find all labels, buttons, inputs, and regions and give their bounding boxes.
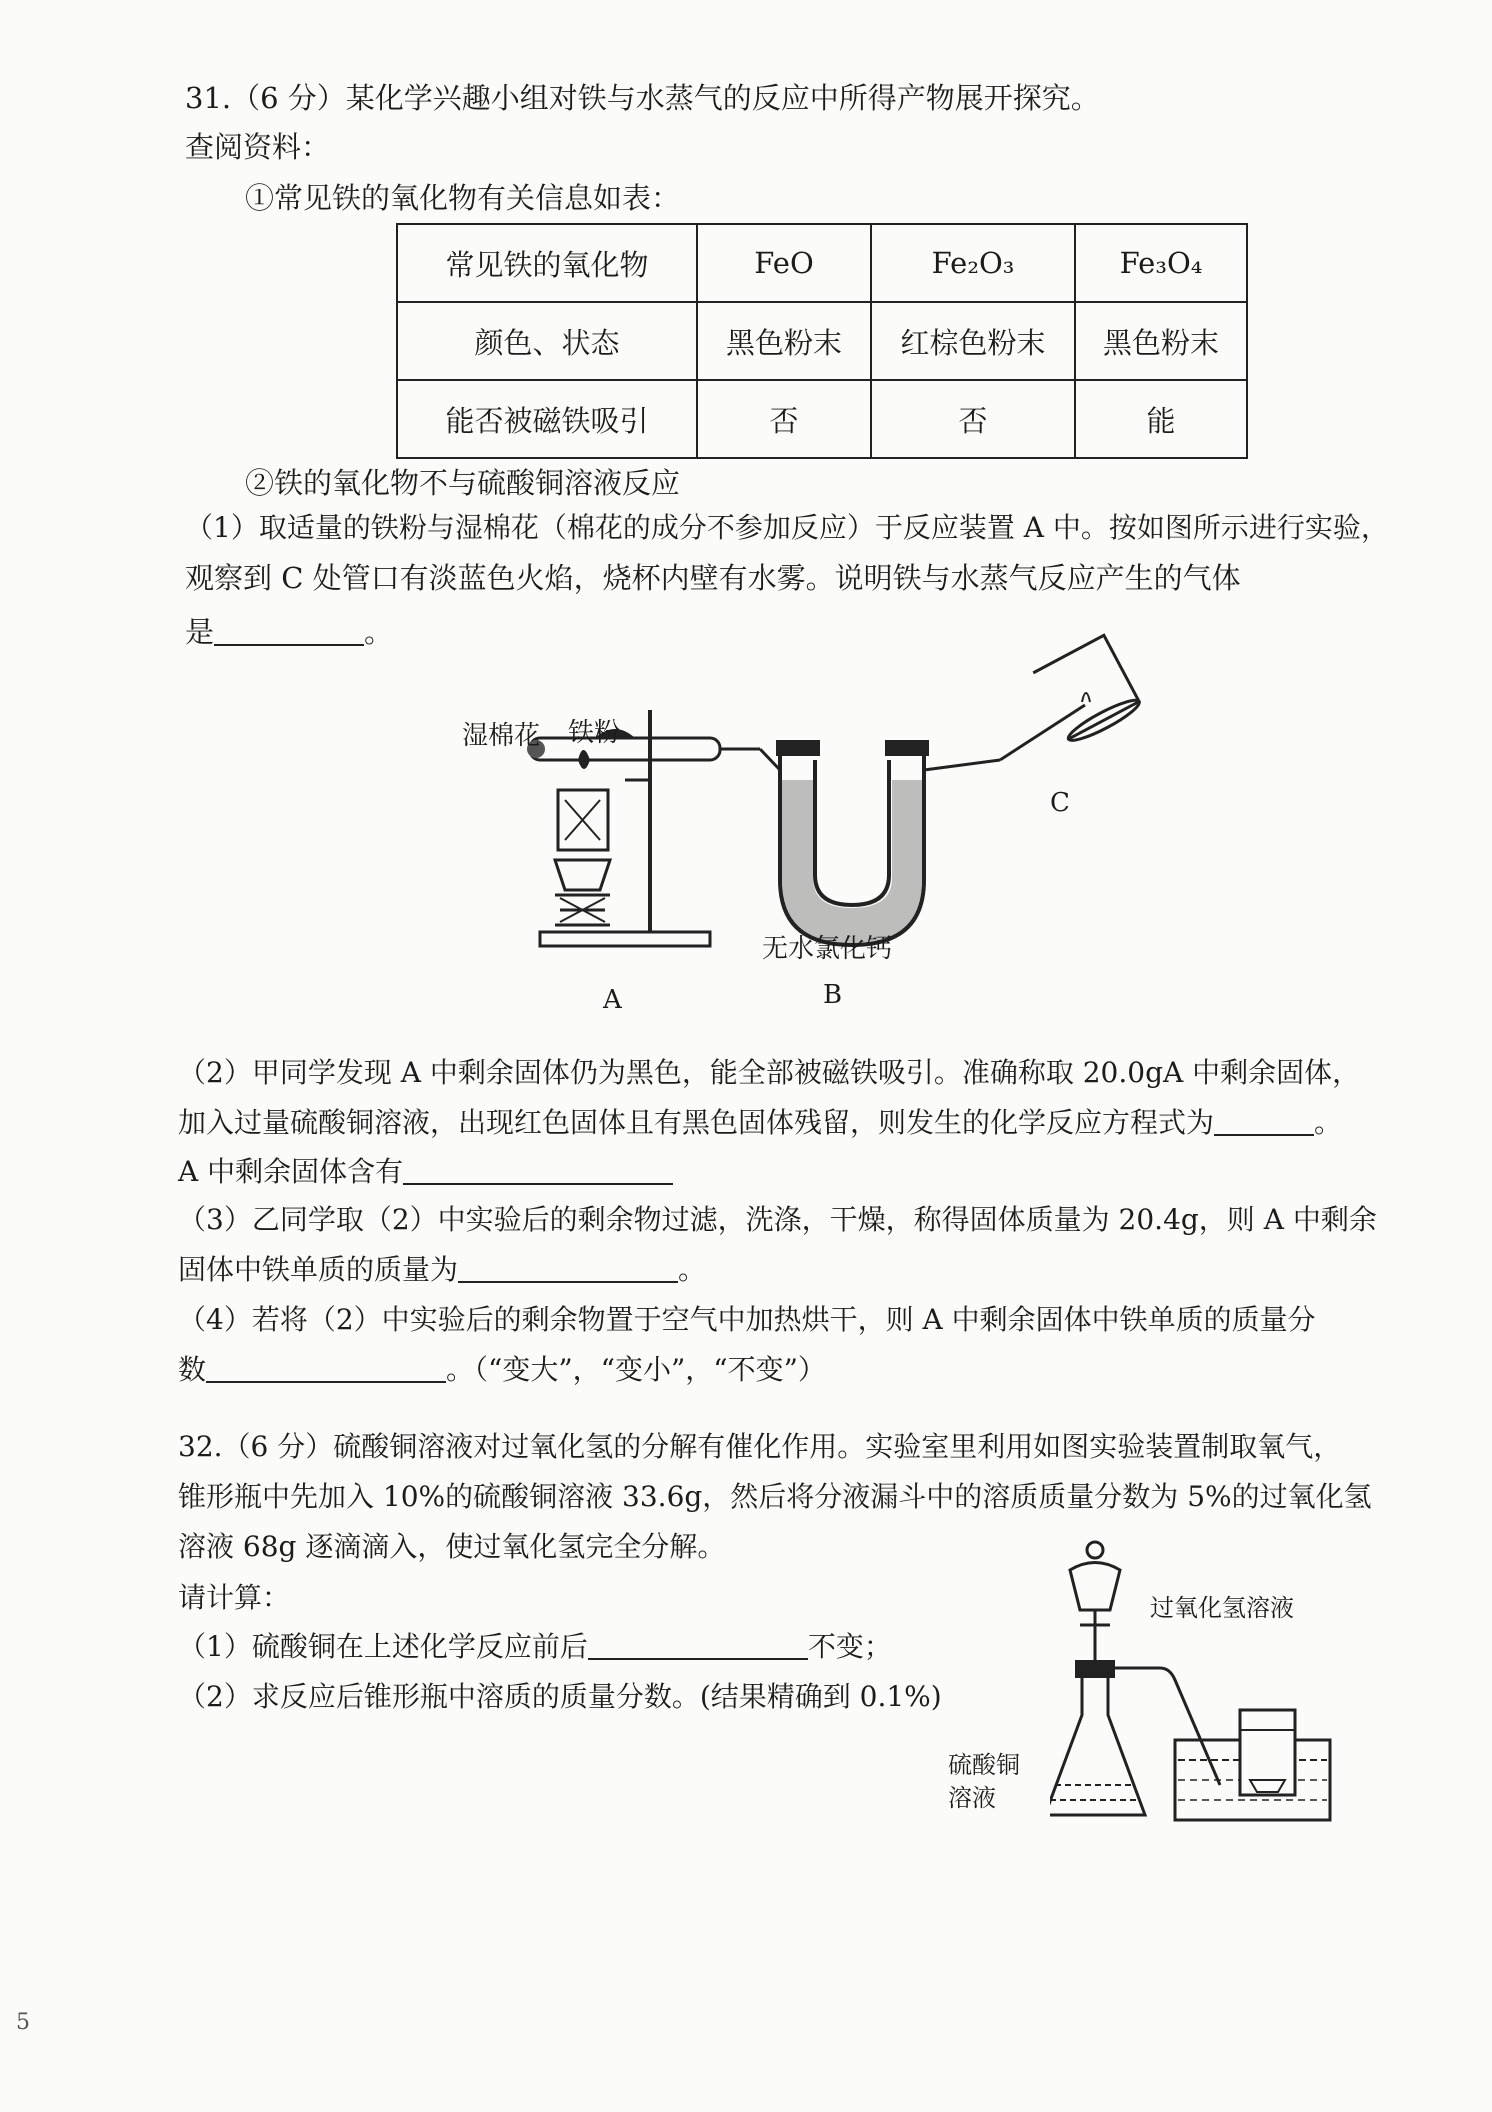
table-row [397,302,1247,380]
table-cell: 能否被磁铁吸引 [397,380,697,458]
q31-part3-line2 [178,1250,706,1290]
table-cell: 红棕色粉末 [871,302,1075,380]
label-copper-sulfate-2: 溶液 [948,1784,996,1812]
table-cell: 颜色、状态 [397,302,697,380]
table-header-cell: Fe₂O₃ [871,224,1075,302]
q31-part1-end: 。 [364,615,394,649]
label-iron-powder: 铁粉 [568,718,621,748]
answer-blank-equation[interactable] [1214,1106,1314,1136]
q31-part2-line2-text: 加入过量硫酸铜溶液，出现红色固体且有黑色固体残留，则发生的化学反应方程式为 [178,1106,1215,1139]
q32-line3: 溶液 68g 逐滴滴入，使过氧化氢完全分解。 [178,1530,726,1563]
q31-part3-end: 。 [678,1253,707,1286]
answer-blank-unchanged[interactable] [588,1630,808,1660]
oxygen-generation-apparatus-diagram [1050,1530,1350,1830]
table-cell: 能 [1075,380,1247,458]
q31-part4-line2-text: 数 [178,1353,207,1386]
q32-calc-heading: 请计算： [178,1581,291,1614]
reference-heading: 查阅资料： [185,130,331,164]
q31-part1-line1: （1）取适量的铁粉与湿棉花（棉花的成分不参加反应）于反应装置 A 中。按如图所示进行实验， [185,511,1389,544]
q32-sub1 [178,1627,892,1667]
q31-part2-line3 [178,1152,673,1192]
answer-blank-iron-mass[interactable] [458,1253,678,1283]
q31-part2-line2 [178,1103,1342,1143]
q31-part4-end: 。（“变大”，“变小”，“不变”） [446,1353,826,1386]
label-wet-cotton: 湿棉花 [462,721,541,751]
label-hydrogen-peroxide: 过氧化氢溶液 [1150,1594,1294,1622]
table-header-cell: 常见铁的氧化物 [397,224,697,302]
answer-blank-mass-fraction[interactable] [206,1353,446,1383]
q31-title: 31.（6 分）某化学兴趣小组对铁与水蒸气的反应中所得产物展开探究。 [185,81,1100,115]
q32-sub1-text: （1）硫酸铜在上述化学反应前后 [178,1630,588,1663]
label-apparatus-c: C [1050,788,1070,818]
label-anhydrous-cacl2: 无水氯化钙 [762,934,893,964]
label-apparatus-a: A [603,985,622,1015]
q31-part1-line2: 观察到 C 处管口有淡蓝色火焰，烧杯内壁有水雾。说明铁与水蒸气反应产生的气体 [185,561,1241,595]
q31-part1-line3 [185,612,393,652]
table-row [397,380,1247,458]
q31-part2-line3-text: A 中剩余固体含有 [178,1155,404,1188]
q31-part4-line2 [178,1350,826,1390]
table-cell: 黑色粉末 [697,302,871,380]
table-cell: 黑色粉末 [1075,302,1247,380]
q31-part2-line2-end: 。 [1314,1106,1343,1139]
info-1: ①常见铁的氧化物有关信息如表： [245,181,681,215]
q31-part2-line1: （2）甲同学发现 A 中剩余固体仍为黑色，能全部被磁铁吸引。准确称取 20.0gA 中剩余固体， [178,1056,1361,1089]
q31-part3-line2-text: 固体中铁单质的质量为 [178,1253,459,1286]
table-header-cell: FeO [697,224,871,302]
page-number: 5 [16,2010,30,2035]
q31-part3-line1: （3）乙同学取（2）中实验后的剩余物过滤，洗涤，干燥，称得固体质量为 20.4g，则 A 中剩余 [178,1203,1377,1236]
q32-line1: 32.（6 分）硫酸铜溶液对过氧化氢的分解有催化作用。实验室里利用如图实验装置制取氧气， [178,1430,1342,1463]
q32-sub1-end: 不变； [807,1630,892,1663]
table-header-cell: Fe₃O₄ [1075,224,1247,302]
label-apparatus-b: B [823,980,843,1010]
q32-line2: 锥形瓶中先加入 10%的硫酸铜溶液 33.6g，然后将分液漏斗中的溶质质量分数为 5%的过氧化氢 [178,1480,1372,1513]
table-cell: 否 [871,380,1075,458]
label-copper-sulfate-1: 硫酸铜 [948,1751,1020,1779]
answer-blank-solid[interactable] [403,1155,673,1185]
iron-oxide-table [396,223,1248,459]
table-row [397,224,1247,302]
q31-part4-line1: （4）若将（2）中实验后的剩余物置于空气中加热烘干，则 A 中剩余固体中铁单质的质量分 [178,1303,1316,1336]
answer-blank-gas[interactable] [214,616,364,646]
table-cell: 否 [697,380,871,458]
info-2: ②铁的氧化物不与硫酸铜溶液反应 [245,466,681,500]
q31-part1-lead: 是 [185,615,215,649]
q32-sub2: （2）求反应后锥形瓶中溶质的质量分数。(结果精确到 0.1%) [178,1680,942,1713]
